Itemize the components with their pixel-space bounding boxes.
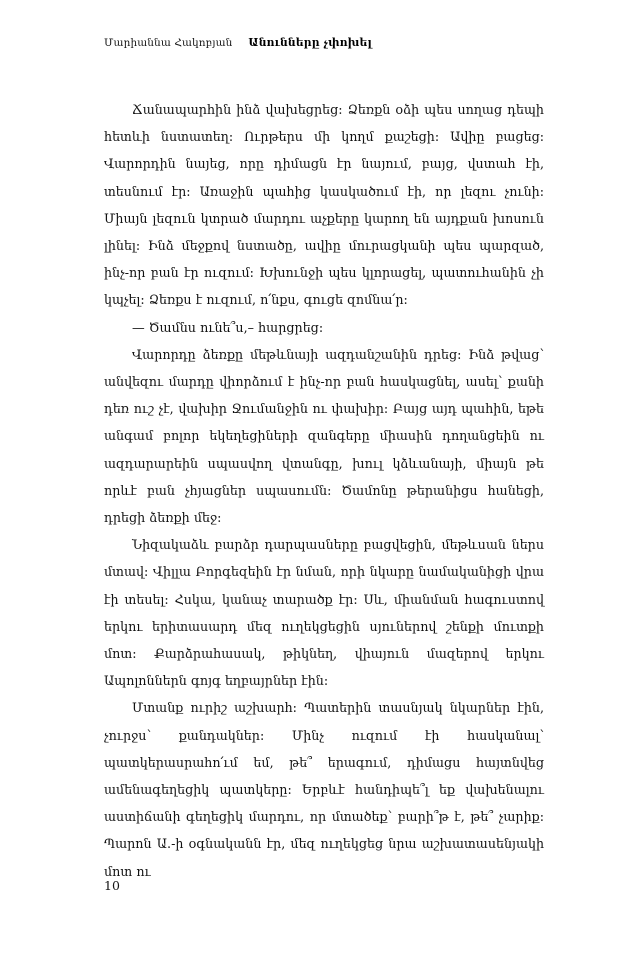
- body-text-block: [104, 96, 544, 885]
- header-story-title: Անունները չփոխել: [248, 36, 372, 49]
- paragraph: Ճանապարհին ինձ վախեցրեց: Ձեռքն օձի պես սողաց դեպի հետևի նստատեղ: Ուրթերս մի կողմ քաշեցի: Ավիը բացեց: Վարորդին նայեց, որը դիմացն էր նայում, բայց, վստահ էի, տեսնում էր: Առաջին պահից կասկածում էի, որ լեզու չունի: Միայն լեզուն կտրած մարդու աչքերը կարող են այդքան խոսուն լինել: Ինձ մեջքով նստածը, ավիը մուրացկանի պես պարզած, ինչ-որ բան էր ուզում: Խխունջի պես կլորացել, պատուհանին չի կպչել: Ձեռքս է ուզում, ո՛նքս, գուցե զոմնա՛ր:: [104, 102, 544, 308]
- page-number: 10: [104, 878, 120, 893]
- header-author-name: Մարիաննա Հակոբյան: [104, 37, 233, 49]
- paragraph: Մտանք ուրիշ աշխարհ: Պատերին տասնյակ նկարներ էին, չուրջս՝ քանդակներ: Մինչ ուզում էի հասկանալ՝ պատկերասրահո՛ւմ եմ, թե՞ երագում, դիմացս հայտնվեց ամենագեղեցիկ պատկերը: Երբևէ հանդիպե՞լ եք վախենալու աստիճանի գեղեցիկ մարդու, որ մտածեք՝ բարի՞թ է, թե՞ չարիք: Պարոն Ա.-ի օգնականն էր, մեզ ուղեկցեց նրա աշխատասենյակի մոտ ու: [104, 700, 544, 879]
- paragraph: Նիզակաձև բարձր դարպասները բացվեցին, մեթևսան ներս մտավ: Վիլլա Բորգեզեին էր նման, որի նկարը նամականիցի վրա էի տեսել: Հսկա, կանաչ տարածք էր: Սև, միանման հագուստով երկու երիտասարդ մեզ ուղեկցեցին սյուներով շենքի մուտքի մոտ: Քարձրահասակ, թիկնեղ, վիայուն մազերով երկու Ապոլոններն գոյգ եղբայրներ էին:: [104, 537, 544, 689]
- paragraph-dialogue: — Ծամնս ունե՞ս,– հարցրեց:: [132, 319, 324, 335]
- paragraph: Վարորդը ձեռքը մեթևնայի ազդանշանին դրեց: Ինձ թվաց՝ անվեզու մարդը վիորձում է ինչ-որ բան հասկացնել, ասել՝ քանի դեռ ուշ չէ, վախիր Ջումանջին ու փախիր: Բայց այդ պահին, եթե անգամ բոլոր եկեղեցիների զանգերը միասին դողանցեին ու ազդարարեին սպասվող վտանգը, խուլ կձևանայի, միայն թե որևէ բան չհյացներ սպասումն: Ծամոնը թերանիցս հանեցի, դրեցի ձեռքի մեջ:: [104, 346, 544, 526]
- running-header: [104, 36, 544, 54]
